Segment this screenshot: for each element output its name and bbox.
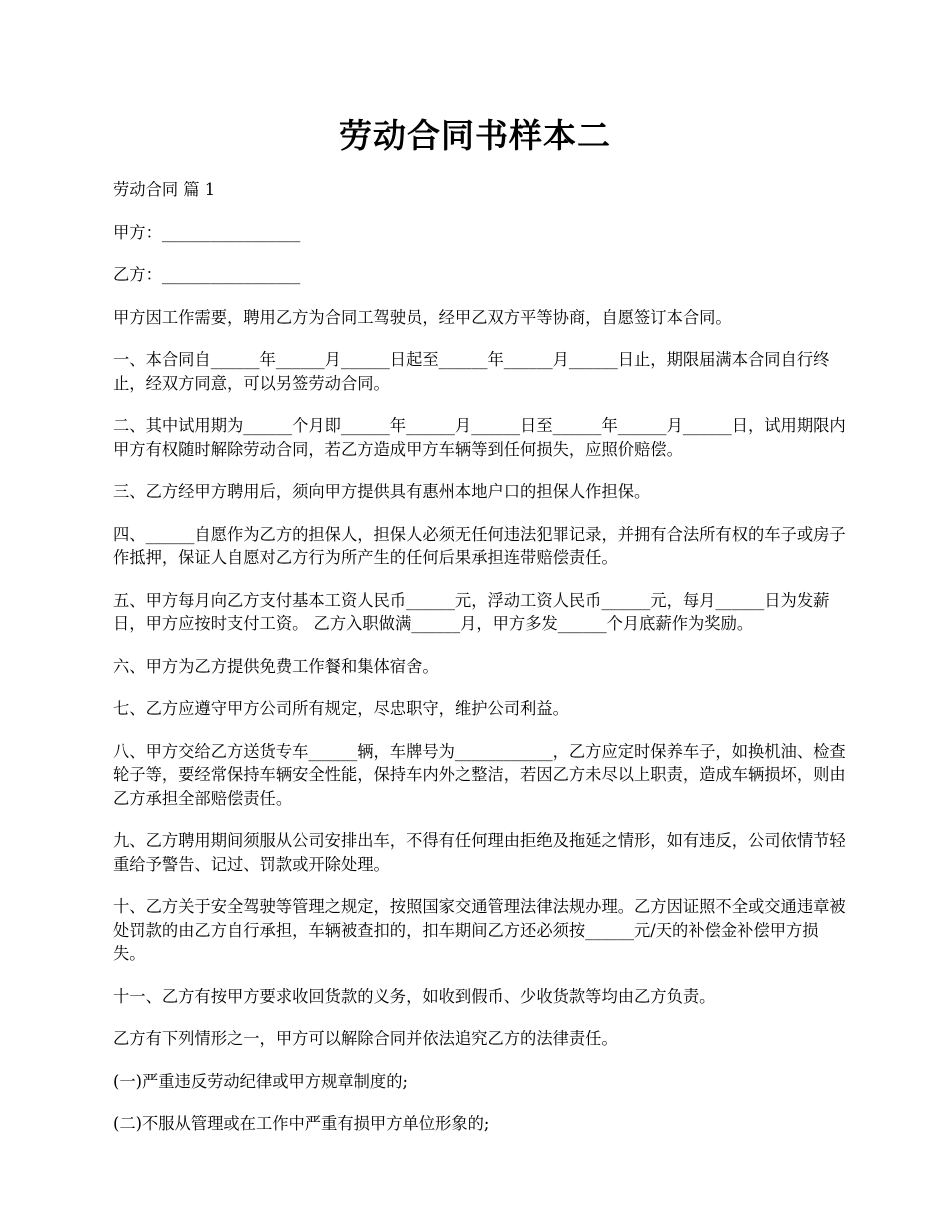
clause-9: 九、乙方聘用期间须服从公司安排出车，不得有任何理由拒绝及拖延之情形，如有违反，公司依情节轻重给予警告、记过、罚款或开除处理。	[113, 831, 846, 874]
clause-8: 八、甲方交给乙方送货专车______辆，车牌号为____________，乙方应定时保养车子，如换机油、检查轮子等，要经常保持车辆安全性能，保持车内外之整洁，若因乙方未尽以上职责，造成车辆损坏，则由乙方承担全部赔偿责任。	[113, 741, 846, 808]
preamble-paragraph: 甲方因工作需要，聘用乙方为合同工驾驶员，经甲乙双方平等协商，自愿签订本合同。	[113, 307, 732, 327]
clause-10: 十、乙方关于安全驾驶等管理之规定，按照国家交通管理法律法规办理。乙方因证照不全或交通违章被处罚款的由乙方自行承担，车辆被查扣的，扣车期间乙方还必须按______元/天的补偿金补偿甲方损失。	[113, 897, 846, 963]
termination-item-1: (一)严重违反劳动纪律或甲方规章制度的;	[113, 1071, 408, 1091]
termination-item-2: (二)不服从管理或在工作中严重有损甲方单位形象的;	[113, 1114, 490, 1133]
party-a-line: 甲方：_________________	[113, 222, 301, 242]
clause-11: 十一、乙方有按甲方要求收回货款的义务，如收到假币、少收货款等均由乙方负责。	[113, 986, 716, 1006]
clause-4: 四、______自愿作为乙方的担保人，担保人必须无任何违法犯罪记录，并拥有合法所有权的车子或房子作抵押，保证人自愿对乙方行为所产生的任何后果承担连带赔偿责任。	[113, 524, 846, 567]
section-heading: 劳动合同 篇 1	[113, 180, 216, 199]
clause-1: 一、本合同自______年______月______日起至______年______月______日止，期限届满本合同自行终止，经双方同意，可以另签劳动合同。	[113, 350, 830, 393]
party-b-line: 乙方：_________________	[113, 265, 301, 284]
clause-6: 六、甲方为乙方提供免费工作餐和集体宿舍。	[113, 656, 439, 676]
termination-intro: 乙方有下列情形之一，甲方可以解除合同并依法追究乙方的法律责任。	[113, 1029, 618, 1048]
clause-2: 二、其中试用期为______个月即______年______月______日至______年______月______日，试用期限内甲方有权随时解除劳动合同，若乙方造成甲方车辆等到任何损失，应照价赔偿。	[113, 416, 846, 459]
document-body	[113, 178, 851, 1155]
clause-5: 五、甲方每月向乙方支付基本工资人民币______元，浮动工资人民币______元，每月______日为发薪日，甲方应按时支付工资。 乙方入职做满______月，甲方多发______个月底薪作为奖励。	[113, 590, 830, 633]
clause-3: 三、乙方经甲方聘用后，须向甲方提供具有惠州本地户口的担保人作担保。	[113, 482, 651, 501]
document-title: 劳动合同书样本二	[339, 116, 611, 155]
clause-7: 七、乙方应遵守甲方公司所有规定，尽忠职守，维护公司利益。	[113, 699, 569, 718]
